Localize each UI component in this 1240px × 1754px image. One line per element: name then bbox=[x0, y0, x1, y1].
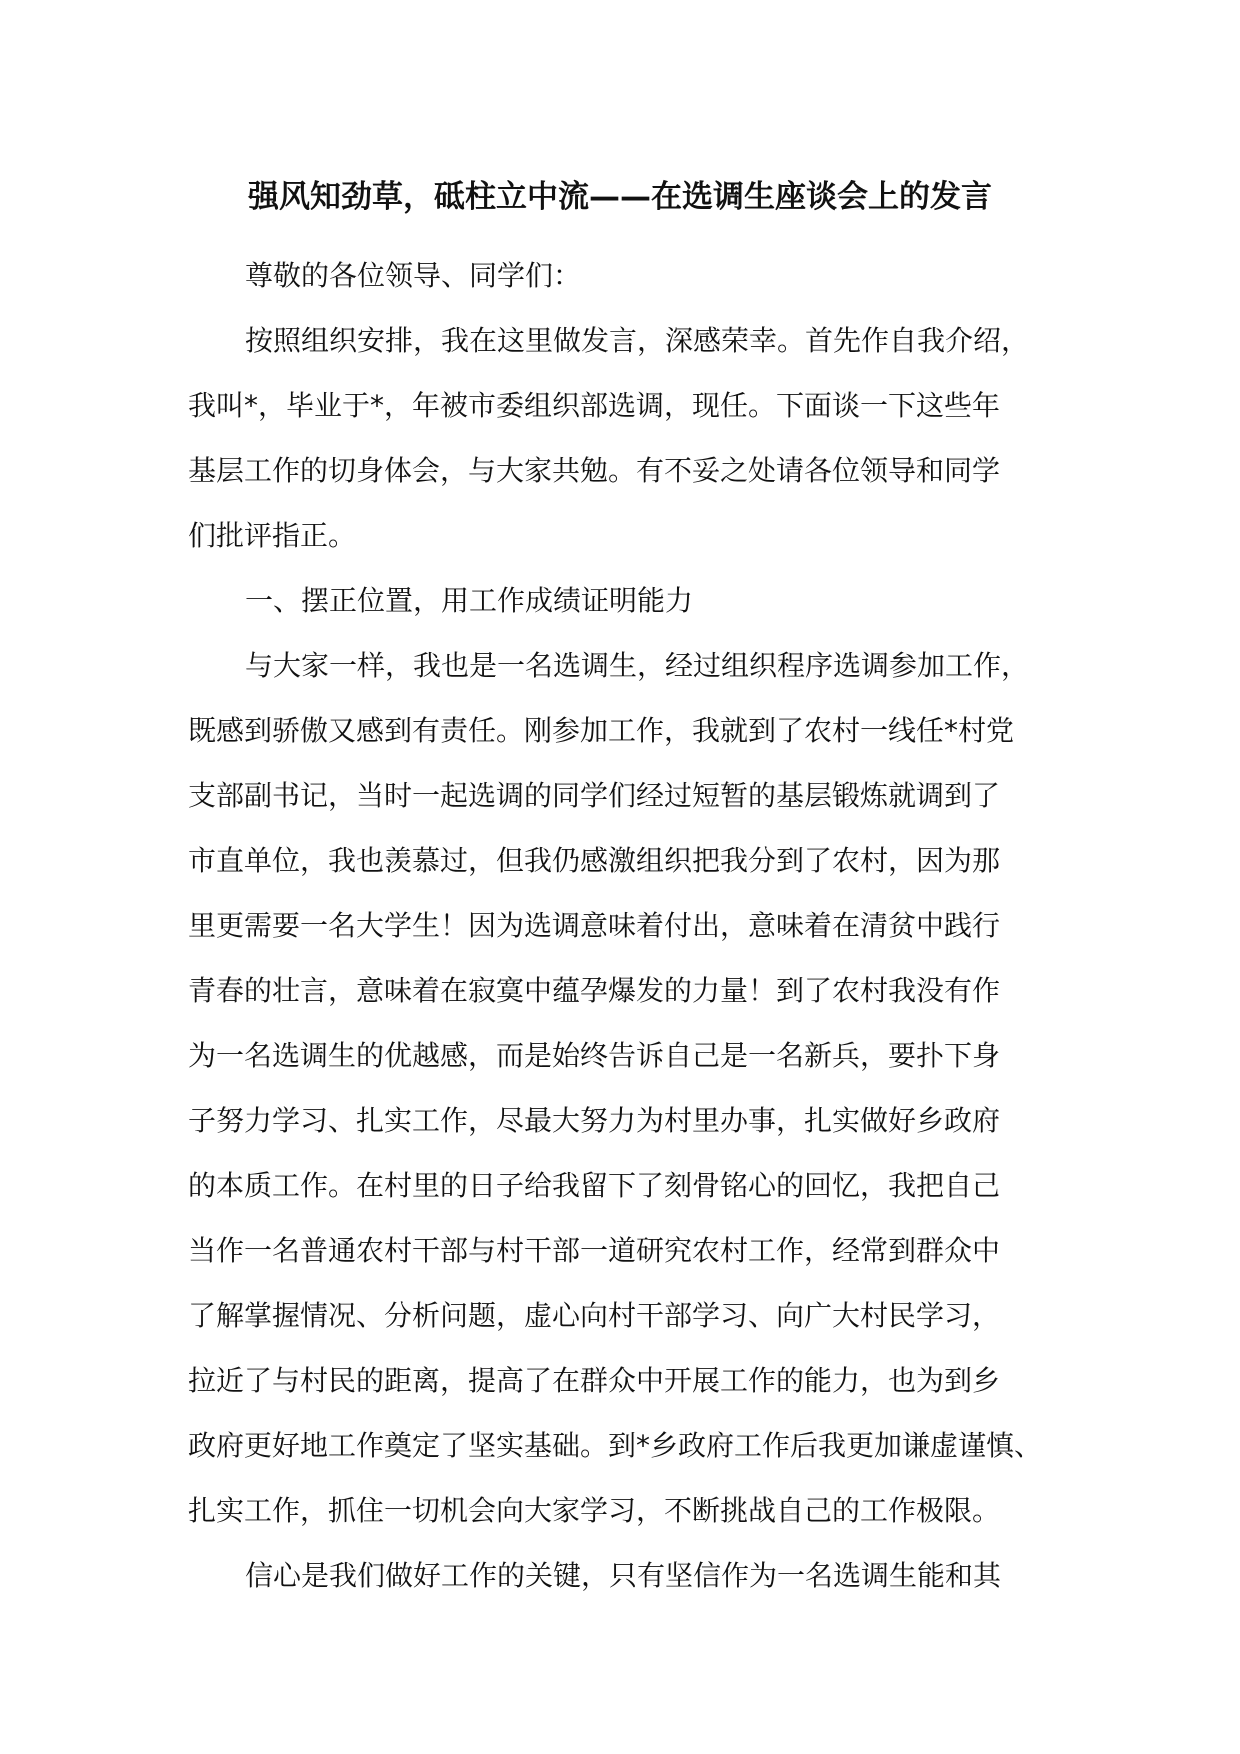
text-line: 拉近了与村民的距离，提高了在群众中开展工作的能力，也为到乡 bbox=[188, 1364, 1001, 1397]
text-line: 政府更好地工作奠定了坚实基础。到*乡政府工作后我更加谦虚谨慎、 bbox=[188, 1429, 1043, 1462]
text-line: 里更需要一名大学生！因为选调意味着付出，意味着在清贫中践行 bbox=[188, 909, 1001, 942]
section-heading: 一、摆正位置，用工作成绩证明能力 bbox=[245, 584, 694, 617]
text-line: 与大家一样，我也是一名选调生，经过组织程序选调参加工作， bbox=[245, 649, 1030, 682]
document-body bbox=[188, 243, 1088, 1608]
text-line: 既感到骄傲又感到有责任。刚参加工作，我就到了农村一线任*村党 bbox=[188, 714, 1015, 747]
text-line: 信心是我们做好工作的关键，只有坚信作为一名选调生能和其 bbox=[245, 1559, 1002, 1592]
text-line: 子努力学习、扎实工作，尽最大努力为村里办事，扎实做好乡政府 bbox=[188, 1104, 1001, 1137]
text-line: 按照组织安排，我在这里做发言，深感荣幸。首先作自我介绍， bbox=[245, 324, 1030, 357]
text-line: 扎实工作，抓住一切机会向大家学习，不断挑战自己的工作极限。 bbox=[188, 1494, 1001, 1527]
text-line: 当作一名普通农村干部与村干部一道研究农村工作，经常到群众中 bbox=[188, 1234, 1001, 1267]
text-line: 市直单位，我也羡慕过，但我仍感激组织把我分到了农村，因为那 bbox=[188, 844, 1001, 877]
text-line: 了解掌握情况、分析问题，虚心向村干部学习、向广大村民学习， bbox=[188, 1299, 1001, 1332]
text-line: 青春的壮言，意味着在寂寞中蕴孕爆发的力量！到了农村我没有作 bbox=[188, 974, 1001, 1007]
text-line: 尊敬的各位领导、同学们： bbox=[245, 259, 582, 292]
text-line: 们批评指正。 bbox=[188, 519, 357, 552]
text-line: 的本质工作。在村里的日子给我留下了刻骨铭心的回忆，我把自己 bbox=[188, 1169, 1001, 1202]
text-line: 基层工作的切身体会，与大家共勉。有不妥之处请各位领导和同学 bbox=[188, 454, 1001, 487]
text-line: 为一名选调生的优越感，而是始终告诉自己是一名新兵，要扑下身 bbox=[188, 1039, 1001, 1072]
text-line: 我叫*，毕业于*，年被市委组织部选调，现任。下面谈一下这些年 bbox=[188, 389, 1001, 422]
document-title: 强风知劲草，砥柱立中流——在选调生座谈会上的发言 bbox=[248, 179, 992, 215]
text-line: 支部副书记，当时一起选调的同学们经过短暂的基层锻炼就调到了 bbox=[188, 779, 1001, 812]
